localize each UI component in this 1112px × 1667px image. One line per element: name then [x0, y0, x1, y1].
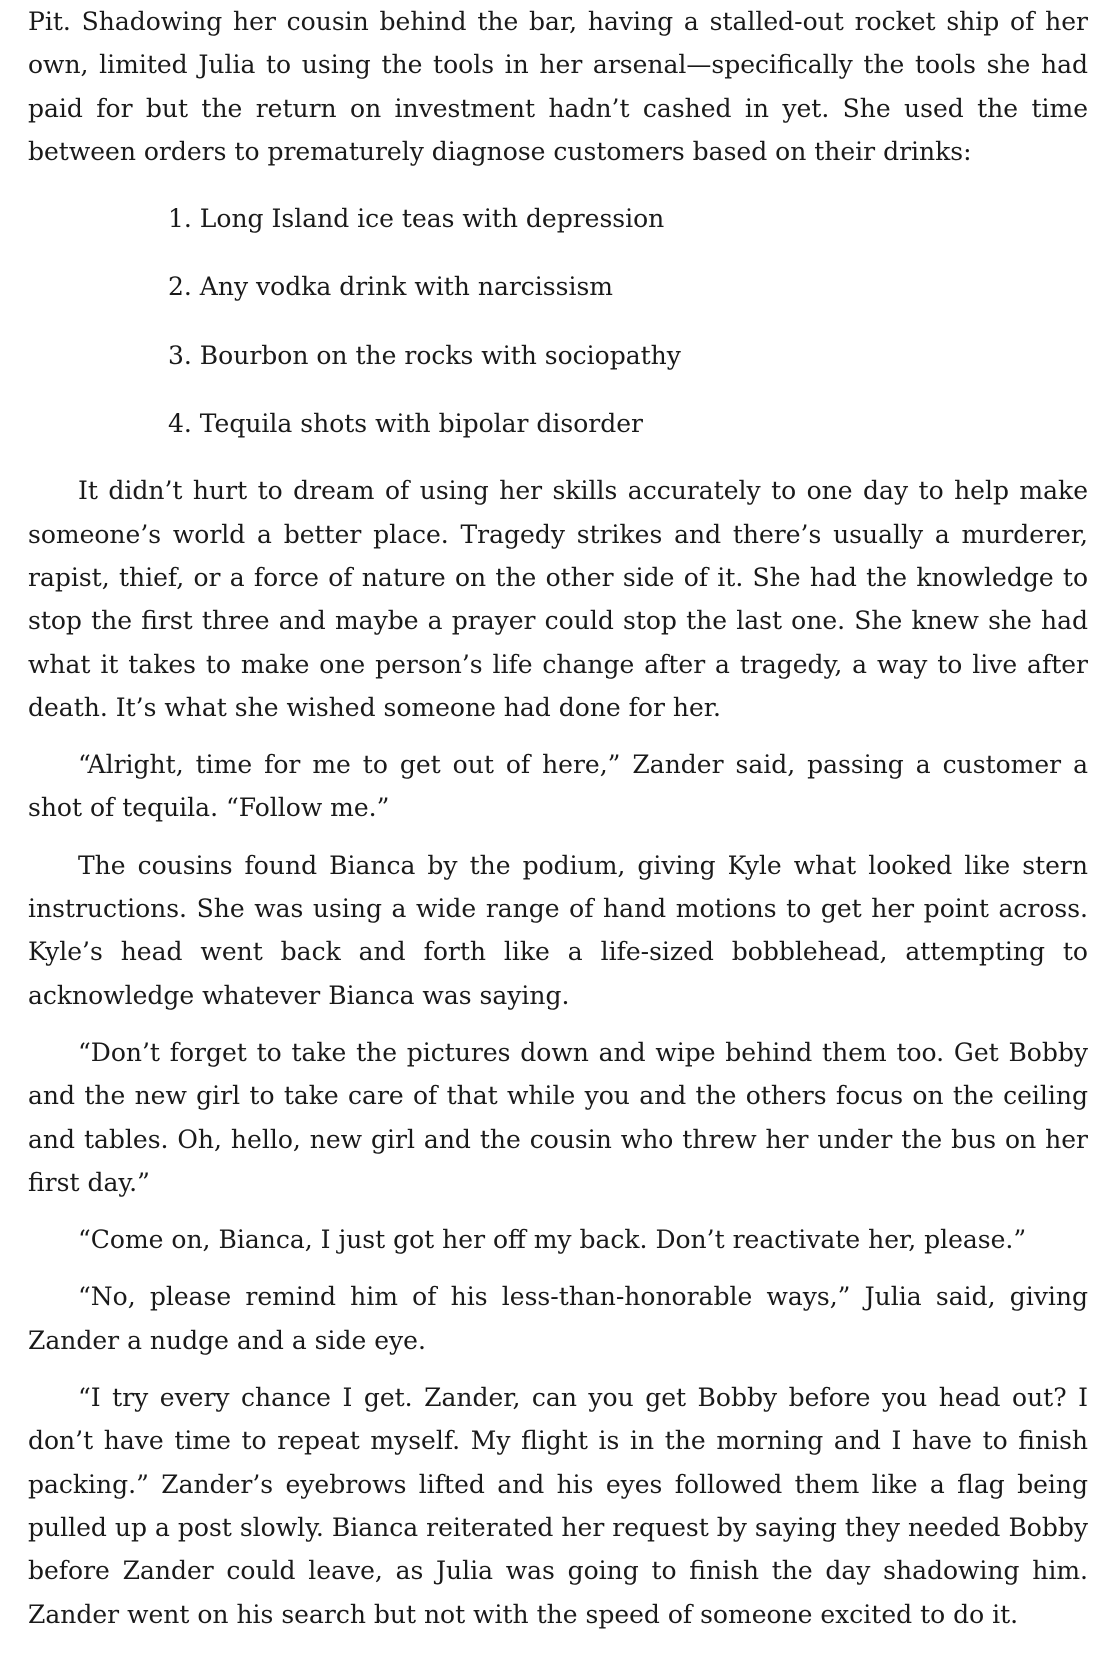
paragraph-julia-reply: “No, please remind him of his less-than-honorable ways,” Julia said, giving Zander a nudge and a side eye.	[28, 1282, 1088, 1355]
paragraph-zander-leaving: “Alright, time for me to get out of here,” Zander said, passing a customer a shot of tequila. “Follow me.”	[28, 750, 1088, 823]
paragraph-bianca-instructions: “Don’t forget to take the pictures down and wipe behind them too. Get Bobby and the new girl to take care of that while you and the others focus on the ceiling and tables. Oh, hello, new girl and the cousin who threw her under the bus on her first day.”	[28, 1037, 1088, 1197]
list-item: 4. Tequila shots with bipolar disorder	[168, 409, 643, 439]
list-item: 1. Long Island ice teas with depression	[168, 204, 665, 234]
paragraph-bianca-podium: The cousins found Bianca by the podium, giving Kyle what looked like stern instructions. She was using a wide range of hand motions to get her point across. Kyle’s head went back and forth like a life-sized bobblehead, attempting to acknowledge whatever Bianca was saying.	[28, 850, 1088, 1010]
opening-paragraph: Pit. Shadowing her cousin behind the bar, having a stalled-out rocket ship of her own, limited Julia to using the tools in her arsenal—specifically the tools she had paid for but the return on investment hadn’t cashed in yet. She used the time between orders to prematurely diagnose customers based on their drinks:	[28, 7, 1088, 166]
diagnosis-list	[28, 197, 1088, 445]
paragraph-dream: It didn’t hurt to dream of using her skills accurately to one day to help make someone’s world a better place. Tragedy strikes and there’s usually a murderer, rapist, thief, or a force of nature on the other side of it. She had the knowledge to stop the first three and maybe a prayer could stop the last one. She knew she had what it takes to make one person’s life change after a tragedy, a way to live after death. It’s what she wished someone had done for her.	[28, 476, 1088, 722]
document-page	[28, 0, 1088, 1636]
list-item: 2. Any vodka drink with narcissism	[168, 272, 613, 302]
paragraph-zander-plea: “Come on, Bianca, I just got her off my back. Don’t reactivate her, please.”	[78, 1225, 1027, 1255]
paragraph-bianca-request: “I try every chance I get. Zander, can you get Bobby before you head out? I don’t have time to repeat myself. My flight is in the morning and I have to finish packing.” Zander’s eyebrows lifted and his eyes followed them like a flag being pulled up a post slowly. Bianca reiterated her request by saying they needed Bobby before Zander could leave, as Julia was going to finish the day shadowing him. Zander went on his search but not with the speed of someone excited to do it.	[28, 1383, 1088, 1629]
list-item: 3. Bourbon on the rocks with sociopathy	[168, 340, 681, 370]
